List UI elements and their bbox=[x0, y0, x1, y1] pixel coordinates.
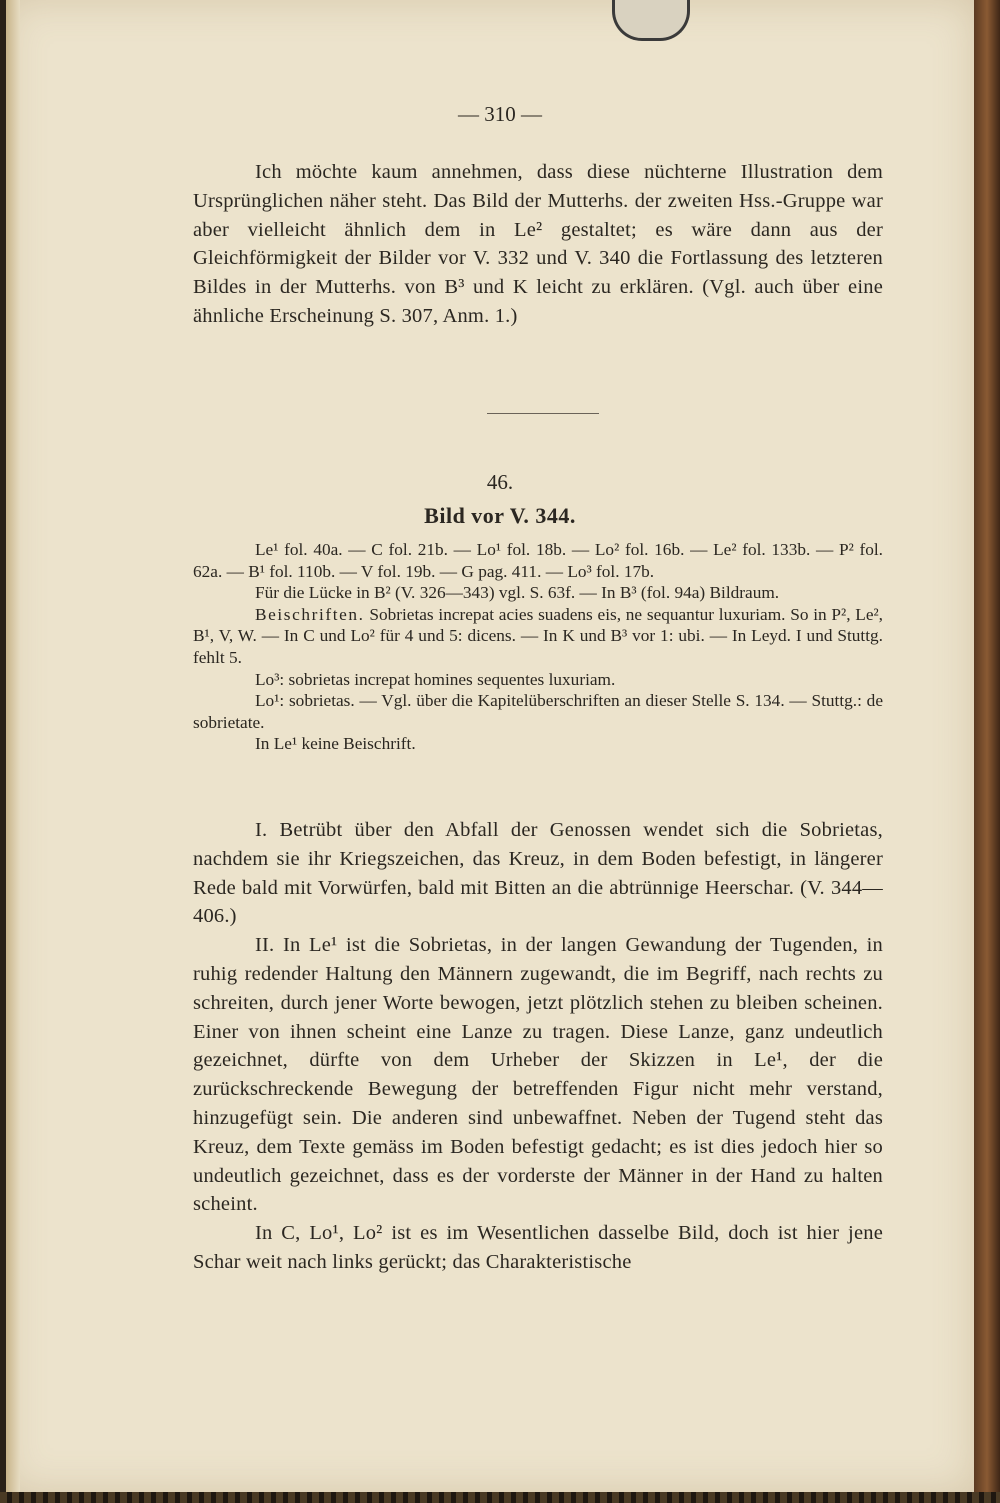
section-divider bbox=[487, 413, 599, 414]
main-text bbox=[193, 816, 883, 1277]
luecke-note: Für die Lücke in B² (V. 326—343) vgl. S. 63f. — In B³ (fol. 94a) Bildraum. bbox=[255, 583, 780, 603]
beischriften-label: Beischriften. bbox=[255, 604, 365, 624]
lo1-note: Lo¹: sobrietas. — Vgl. über die Kapitelüberschriften an dieser Stelle S. 134. — Stuttg.: de sobrietate. bbox=[193, 691, 883, 732]
sources-note: Le¹ fol. 40a. — C fol. 21b. — Lo¹ fol. 18b. — Lo² fol. 16b. — Le² fol. 133b. — P² fol. 62a. — B¹ fol. 110b. — V fol. 19b. — G pag. 411. — Lo³ fol. 17b. bbox=[193, 540, 883, 581]
intro-block bbox=[193, 158, 883, 331]
lo3-note: Lo³: sobrietas increpat homines sequentes luxuriam. bbox=[255, 669, 616, 689]
beischriften-text: Sobrietas increpat acies suadens eis, ne sequantur luxuriam. So in P², Le², B¹, V, W. — In C und Lo² für 4 und 5: dicens. — In K und B³ vor 1: ubi. — In Leyd. I und Stuttg. fehlt 5. bbox=[193, 604, 883, 667]
le1-note: In Le¹ keine Beischrift. bbox=[255, 734, 416, 754]
book-cover-edge bbox=[974, 0, 1000, 1503]
book-bottom-edge bbox=[0, 1492, 1000, 1503]
page-number: — 310 — bbox=[458, 102, 542, 126]
notes-block bbox=[193, 539, 883, 755]
paragraph-1: I. Betrübt über den Abfall der Genossen wendet sich die Sobrietas, nachdem sie ihr Kriegszeichen, das Kreuz, in dem Boden befestigt, in längerer Rede bald mit Vorwürfen, bald mit Bitten an die abtrünnige Heerschar. (V. 344—406.) bbox=[193, 819, 883, 928]
section-number: 46. bbox=[486, 470, 514, 494]
section-title: Bild vor V. 344. bbox=[424, 503, 576, 528]
intro-paragraph: Ich möchte kaum annehmen, dass diese nüchterne Illustration dem Ursprünglichen näher steht. Das Bild der Mutterhs. der zweiten Hss.-Gruppe war aber vielleicht ähnlich dem in Le² gestaltet; es wäre dann aus der Gleichförmigkeit der Bilder vor V. 332 und V. 340 die Fortlassung des letzteren Bildes in der Mutterhs. von B³ und K leicht zu erklären. (Vgl. auch über eine ähnliche Erscheinung S. 307, Anm. 1.) bbox=[193, 161, 883, 327]
page-gutter bbox=[6, 0, 20, 1492]
beischriften-note bbox=[193, 604, 883, 669]
paragraph-3: In C, Lo¹, Lo² ist es im Wesentlichen dasselbe Bild, doch ist hier jene Schar weit nach links gerückt; das Charakteristische bbox=[193, 1222, 883, 1273]
paragraph-2: II. In Le¹ ist die Sobrietas, in der langen Gewandung der Tugenden, in ruhig redender Haltung den Männern zugewandt, die im Begriff, nach rechts zu schreiten, durch jener Worte bewogen, jetzt plötzlich stehen zu bleiben scheinen. Einer von ihnen scheint eine Lanze zu tragen. Diese Lanze, ganz undeutlich gezeichnet, dürfte von dem Urheber der Skizzen in Le¹, der die zurückschreckende Bewegung der betreffenden Figur nicht mehr verstand, hinzugefügt sein. Die anderen sind unbewaffnet. Neben der Tugend steht das Kreuz, dem Texte gemäss im Boden befestigt gedacht; es ist dies jedoch hier so undeutlich gezeichnet, dass es der vorderste der Männer in der Hand zu halten scheint. bbox=[193, 934, 883, 1216]
